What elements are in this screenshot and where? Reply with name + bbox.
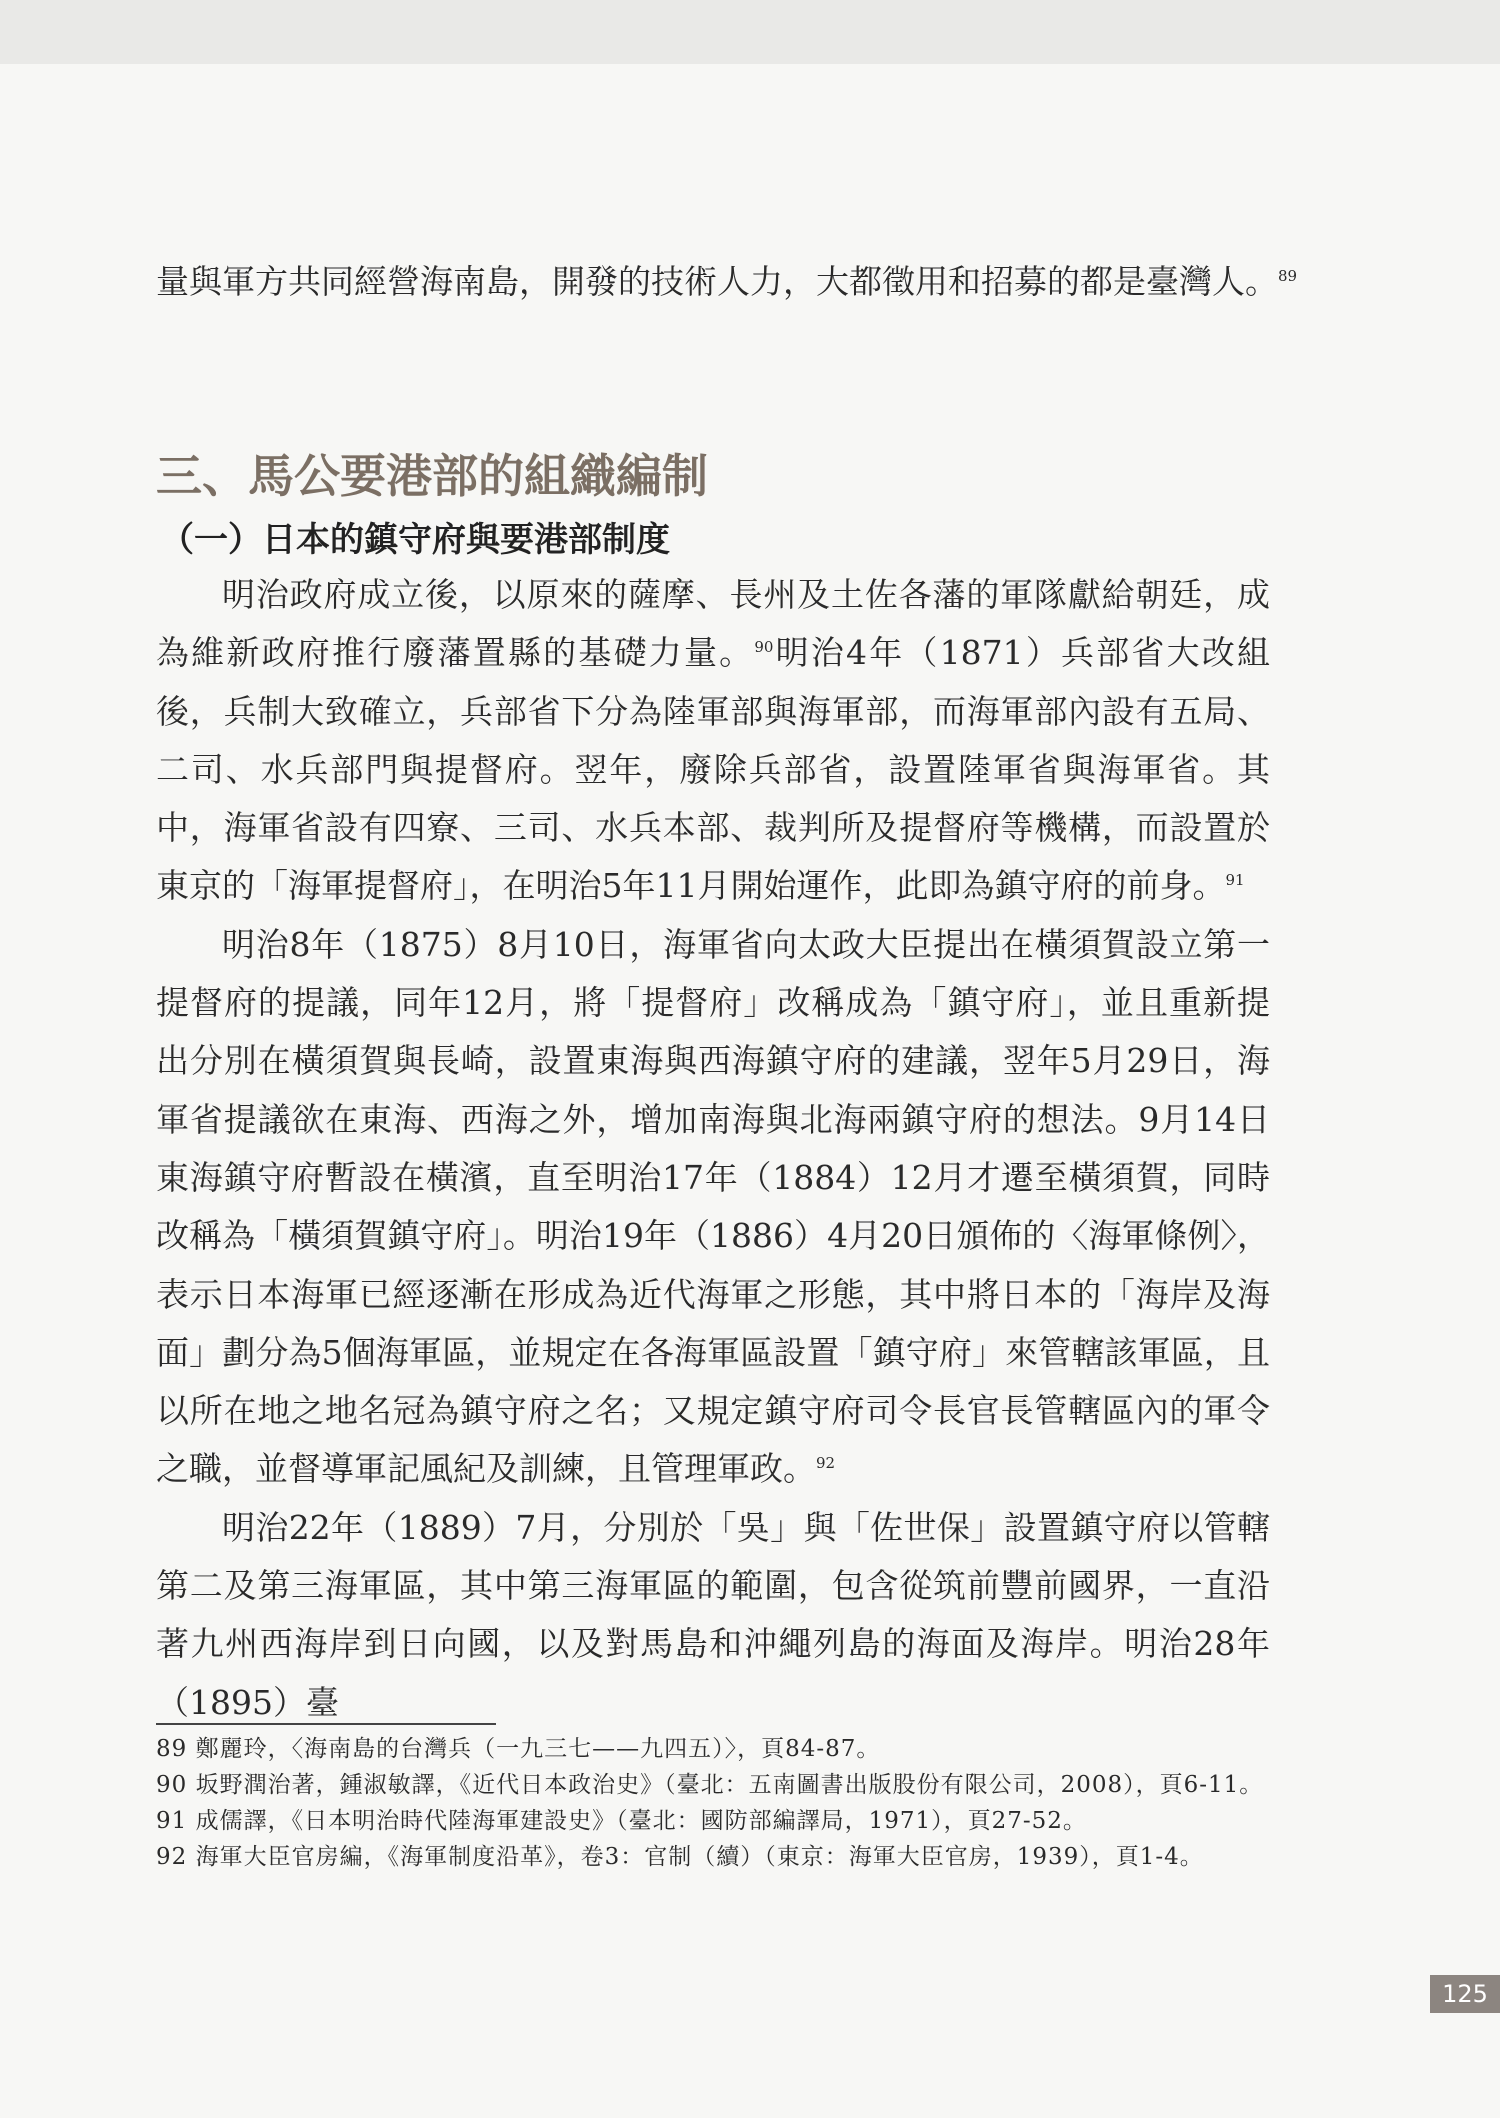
footnote-ref-91[interactable]: 91 — [1225, 871, 1245, 890]
paragraph-2-text: 明治8年（1875）8月10日，海軍省向太政大臣提出在橫須賀設立第一提督府的提議，同年12月，將「提督府」改稱成為「鎮守府」，並且重新提出分別在橫須賀與長崎，設置東海與西海鎮守府的建議，翌年5月29日，海軍省提議欲在東海、西海之外，增加南海與北海兩鎮守府的想法。9月14日東海鎮守府暫設在橫濱，直至明治17年（1884）12月才遷至橫須賀，同時改稱為「橫須賀鎮守府」。明治19年（1886）4月20日頒佈的〈海軍條例〉，表示日本海軍已經逐漸在形成為近代海軍之形態，其中將日本的「海岸及海面」劃分為5個海軍區，並規定在各海軍區設置「鎮守府」來管轄該軍區，且以所在地之地名冠為鎮守府之名；又規定鎮守府司令長官長管轄區內的軍令之職，並督導軍記風紀及訓練，且管理軍政。 — [156, 924, 1270, 1489]
scan-top-margin — [0, 0, 1500, 64]
footnote-ref-92[interactable]: 92 — [816, 1454, 836, 1473]
footnotes — [156, 1731, 1270, 1875]
paragraph-1-part-a: 明治政府成立後，以原來的薩摩、長州及土佐各藩的軍隊獻給朝廷，成為維新政府推行廢藩置縣的基礎力量。 — [156, 575, 1270, 673]
paragraph-1 — [156, 566, 1270, 916]
continued-text: 量與軍方共同經營海南島，開發的技術人力，大都徵用和招募的都是臺灣人。 — [156, 262, 1278, 301]
subsection-title: （一）日本的鎮守府與要港部制度 — [160, 520, 670, 560]
paragraph-1-part-b: 明治4年（1871）兵部省大改組後，兵制大致確立，兵部省下分為陸軍部與海軍部，而海軍部內設有五局、二司、水兵部門與提督府。翌年，廢除兵部省，設置陸軍省與海軍省。其中，海軍省設有四寮、三司、水兵本部、裁判所及提督府等機構，而設置於東京的「海軍提督府」，在明治5年11月開始運作，此即為鎮守府的前身。 — [156, 633, 1270, 906]
footnote-ref-90[interactable]: 90 — [754, 638, 774, 657]
paragraph-3-text: 明治22年（1889）7月，分別於「吳」與「佐世保」設置鎮守府以管轄第二及第三海軍區，其中第三海軍區的範圍，包含從筑前豐前國界，一直沿著九州西海岸到日向國，以及對馬島和沖繩列島的海面及海岸。明治28年（1895）臺 — [156, 1507, 1270, 1722]
paragraph-2 — [156, 916, 1270, 1499]
page-number: 125 — [1430, 1975, 1500, 2013]
body-text — [156, 566, 1270, 1732]
paragraph-3 — [156, 1499, 1270, 1732]
footnote-divider — [156, 1723, 496, 1725]
section-title: 三、馬公要港部的組織編制 — [156, 449, 708, 503]
footnote-ref-89[interactable]: 89 — [1278, 267, 1298, 285]
footnote-90: 90 坂野潤治著，鍾淑敏譯，《近代日本政治史》（臺北：五南圖書出版股份有限公司，2008），頁6-11。 — [156, 1772, 1264, 1798]
footnote-89: 89 鄭麗玲，〈海南島的台灣兵（一九三七——九四五）〉，頁84-87。 — [156, 1736, 881, 1762]
footnote-92: 92 海軍大臣官房編，《海軍制度沿革》，卷3：官制（續）（東京：海軍大臣官房，1939），頁1-4。 — [156, 1844, 1204, 1870]
footnote-91: 91 成儒譯，《日本明治時代陸海軍建設史》（臺北：國防部編譯局，1971），頁27-52。 — [156, 1808, 1087, 1834]
continued-paragraph — [156, 253, 1298, 311]
